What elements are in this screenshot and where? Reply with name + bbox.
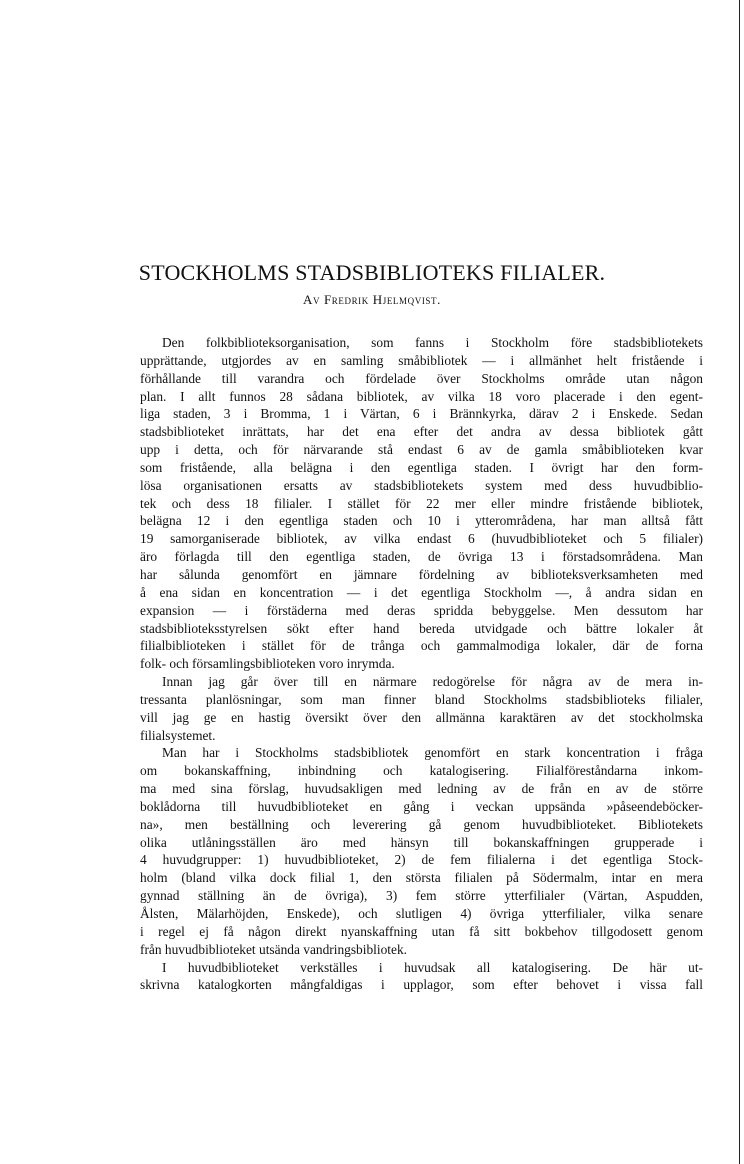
paragraph (140, 673, 703, 744)
article-title: STOCKHOLMS STADSBIBLIOTEKS FILIALER. (138, 260, 606, 285)
paragraph (140, 334, 703, 673)
text-line: 19 samorganiserade bibliotek, av vilka endast 6 (huvudbiblioteket och 5 filialer) (140, 531, 703, 547)
page-edge-line (739, 0, 740, 1164)
text-line: Ålsten, Mälarhöjden, Enskede), och slutligen 4) övriga ytterfilialer, vilka senare (140, 906, 703, 921)
text-line: holm (bland vilka dock filial 1, den största filialen på Södermalm, intar en mera (140, 870, 703, 886)
text-line: liga staden, 3 i Bromma, 1 i Värtan, 6 i Brännkyrka, därav 2 i Enskede. Sedan (140, 406, 703, 422)
text-line: filialsystemet. (140, 727, 216, 743)
text-line: folk- och församlingsbiblioteken voro inrymda. (140, 656, 395, 672)
text-line: I huvudbiblioteket verkställes i huvudsak all katalogisering. De här ut- (162, 959, 703, 975)
text-line: lösa organisationen ersatts av stadsbibliotekets system med dess huvudbiblio- (140, 477, 703, 493)
text-line: boklådorna till huvudbiblioteket en gång i veckan uppsända »påseendeböcker- (140, 798, 703, 814)
text-line: förhållande till varandra och fördelade över Stockholms område utan någon (140, 370, 703, 386)
text-line: stadsbiblioteket inrättats, har det ena efter det andra av dessa bibliotek gått (140, 424, 703, 440)
text-line: tek och dess 18 filialer. I stället för 22 mer eller mindre fristående bibliotek, (140, 495, 703, 511)
text-line: från huvudbiblioteket utsända vandringsbibliotek. (140, 941, 408, 957)
text-line: olika utlåningsställen äro med hänsyn till bokanskaffningen grupperade i (140, 834, 703, 850)
text-line: belägna 12 i den egentliga staden och 10 i ytterområdena, har man alltså fått (140, 513, 703, 529)
text-line: plan. I allt funnos 28 sådana bibliotek, av vilka 18 voro placerade i den egent- (140, 388, 703, 404)
text-line: Innan jag går över till en närmare redogörelse för några av de mera in- (162, 674, 703, 690)
article-author: Av Fredrik Hjelmqvist. (303, 292, 441, 307)
text-line: har sålunda genomfört en jämnare fördelning av biblioteksverksamheten med (140, 566, 703, 582)
text-line: filialbiblioteken i stället för de trånga och gammalmodiga lokaler, där de forna (140, 638, 703, 654)
text-line: Den folkbiblioteksorganisation, som fanns i Stockholm före stadsbibliotekets (162, 335, 703, 350)
text-line: upp i detta, och för närvarande stå endast 6 av de gamla småbiblioteken kvar (140, 442, 703, 458)
text-line: gynnad ställning än de övriga), 3) fem större ytterfilialer (Värtan, Aspudden, (140, 888, 703, 904)
article-body (140, 334, 703, 994)
text-line: tressanta planlösningar, som man finner bland Stockholms stadsbiblioteks filialer, (140, 691, 703, 707)
text-line: expansion — i förstäderna med deras spridda bebyggelse. Men dessutom har (140, 602, 703, 618)
text-line: om bokanskaffning, inbindning och katalogisering. Filialföreståndarna inkom- (140, 763, 703, 779)
text-line: na», men beställning och leverering gå genom huvudbiblioteket. Bibliotekets (140, 816, 703, 832)
paragraph (140, 959, 703, 995)
text-line: vill jag ge en hastig översikt över den allmänna karaktären av det stockholmska (140, 709, 703, 725)
text-line: ma med sina förslag, huvudsakligen med ledning av de från en av de större (140, 781, 703, 797)
text-line: å ena sidan en koncentration — i det egentliga Stockholm —, å andra sidan en (140, 584, 703, 600)
paragraph (140, 744, 703, 958)
text-line: skrivna katalogkorten mångfaldigas i upplagor, som efter behovet i vissa fall (140, 977, 703, 993)
text-line: 4 huvudgrupper: 1) huvudbiblioteket, 2) de fem filialerna i det egentliga Stock- (140, 852, 703, 868)
text-line: upprättande, utgjordes av en samling småbibliotek — i allmänhet helt fristående i (140, 352, 703, 368)
text-line: Man har i Stockholms stadsbibliotek genomfört en stark koncentration i fråga (162, 745, 703, 761)
text-line: äro förlagda till den egentliga staden, de övriga 13 i förstadsområdena. Man (140, 549, 703, 565)
text-line: i regel ej få någon direkt nyanskaffning utan få sitt bokbehov tillgodosett genom (140, 923, 703, 939)
text-line: som fristående, alla belägna i den egentliga staden. I övrigt har den form- (140, 459, 703, 475)
text-line: stadsbiblioteksstyrelsen sökt efter hand bereda utvidgade och bättre lokaler åt (140, 620, 703, 636)
